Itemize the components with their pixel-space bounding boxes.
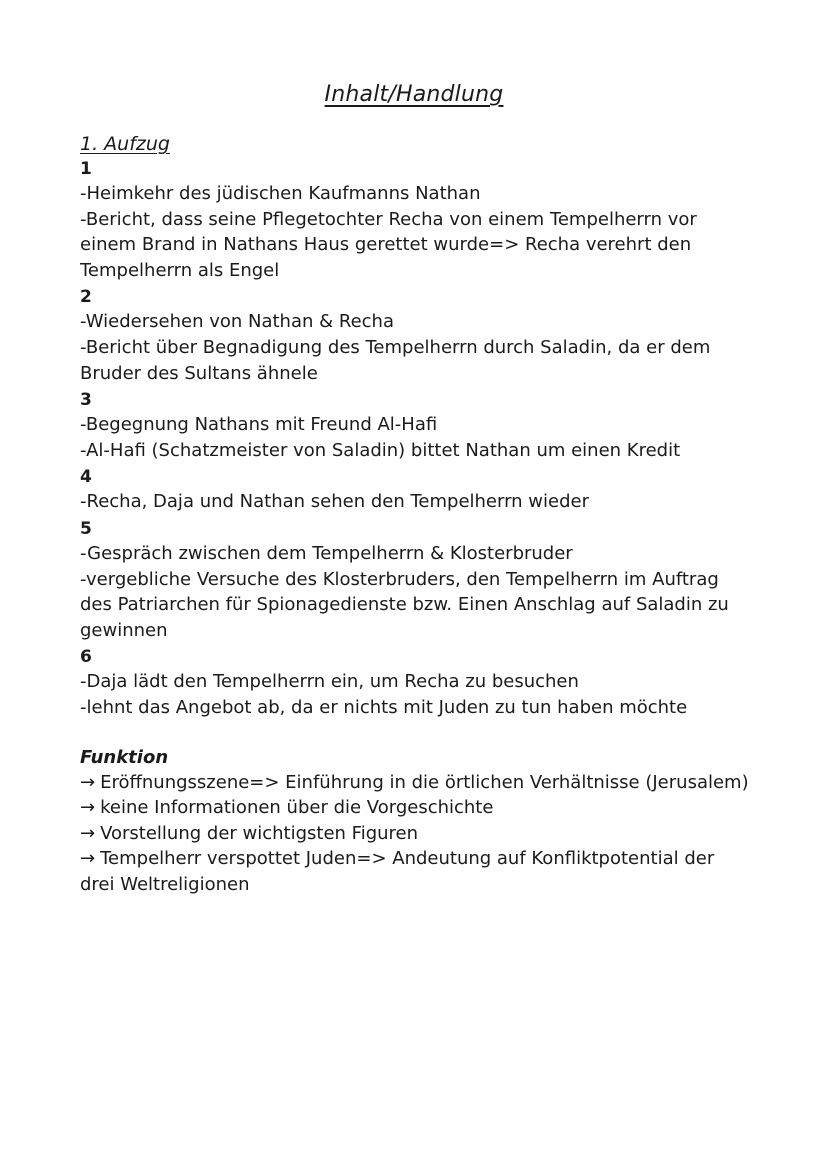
scene-number: 2 xyxy=(80,287,92,308)
funktion-item xyxy=(80,846,750,897)
section-heading-aufzug-1: 1. Aufzug xyxy=(80,133,170,155)
funktion-item-text: keine Informationen über die Vorgeschichte xyxy=(100,797,494,819)
scene-line: -Wiedersehen von Nathan & Recha xyxy=(80,311,394,333)
scene-line: -Bericht über Begnadigung des Tempelherrn durch Saladin, da er dem Bruder des Sultans ähnele xyxy=(80,336,711,384)
arrow-icon: → xyxy=(80,797,96,819)
arrow-icon: → xyxy=(80,771,96,793)
funktion-item-text: Vorstellung der wichtigsten Figuren xyxy=(100,822,419,844)
scene-block xyxy=(78,517,750,643)
scene-line: -Begegnung Nathans mit Freund Al-Hafi xyxy=(80,414,438,436)
scene-line: -Recha, Daja und Nathan sehen den Tempelherrn wieder xyxy=(80,491,589,513)
scene-number: 1 xyxy=(80,159,92,179)
scene-line: -vergebliche Versuche des Klosterbruders, den Tempelherrn im Auftrag des Patriarchen für Spionagedienste bzw. Einen Anschlag auf Saladin zu gewinnen xyxy=(80,568,729,641)
scene-line: -Al-Hafi (Schatzmeister von Saladin) bittet Nathan um einen Kredit xyxy=(80,439,681,461)
scene-number: 3 xyxy=(80,390,92,411)
scene-block xyxy=(78,465,750,515)
arrow-icon: → xyxy=(80,822,96,844)
scene-line: -Bericht, dass seine Pflegetochter Recha von einem Tempelherrn vor einem Brand in Nathans Haus gerettet wurde=> Recha verehrt den Tempelherrn als Engel xyxy=(80,208,697,281)
scene-line: -Daja lädt den Tempelherrn ein, um Recha zu besuchen xyxy=(80,671,579,693)
funktion-item xyxy=(80,770,750,796)
funktion-heading: Funktion xyxy=(80,746,169,768)
scene-number: 4 xyxy=(80,467,92,488)
funktion-item xyxy=(80,795,750,821)
scene-number: 6 xyxy=(80,647,92,668)
scene-block xyxy=(78,157,750,283)
scene-line: -Heimkehr des jüdischen Kaufmanns Nathan xyxy=(80,183,481,205)
funktion-item-text: Eröffnungsszene=> Einführung in die örtlichen Verhältnisse (Jerusalem) xyxy=(100,771,749,793)
scene-line: -lehnt das Angebot ab, da er nichts mit Juden zu tun haben möchte xyxy=(80,696,688,718)
scene-block xyxy=(78,285,750,386)
scene-number: 5 xyxy=(80,518,92,539)
arrow-icon: → xyxy=(80,848,96,870)
scene-block xyxy=(78,388,750,463)
scene-line: -Gespräch zwischen dem Tempelherrn & Klosterbruder xyxy=(80,543,573,565)
scene-block xyxy=(78,645,750,720)
funktion-item-text: Tempelherr verspottet Juden=> Andeutung auf Konfliktpotential der drei Weltreligionen xyxy=(80,848,715,895)
funktion-item xyxy=(80,821,750,847)
page-title: Inhalt/Handlung xyxy=(324,82,504,107)
